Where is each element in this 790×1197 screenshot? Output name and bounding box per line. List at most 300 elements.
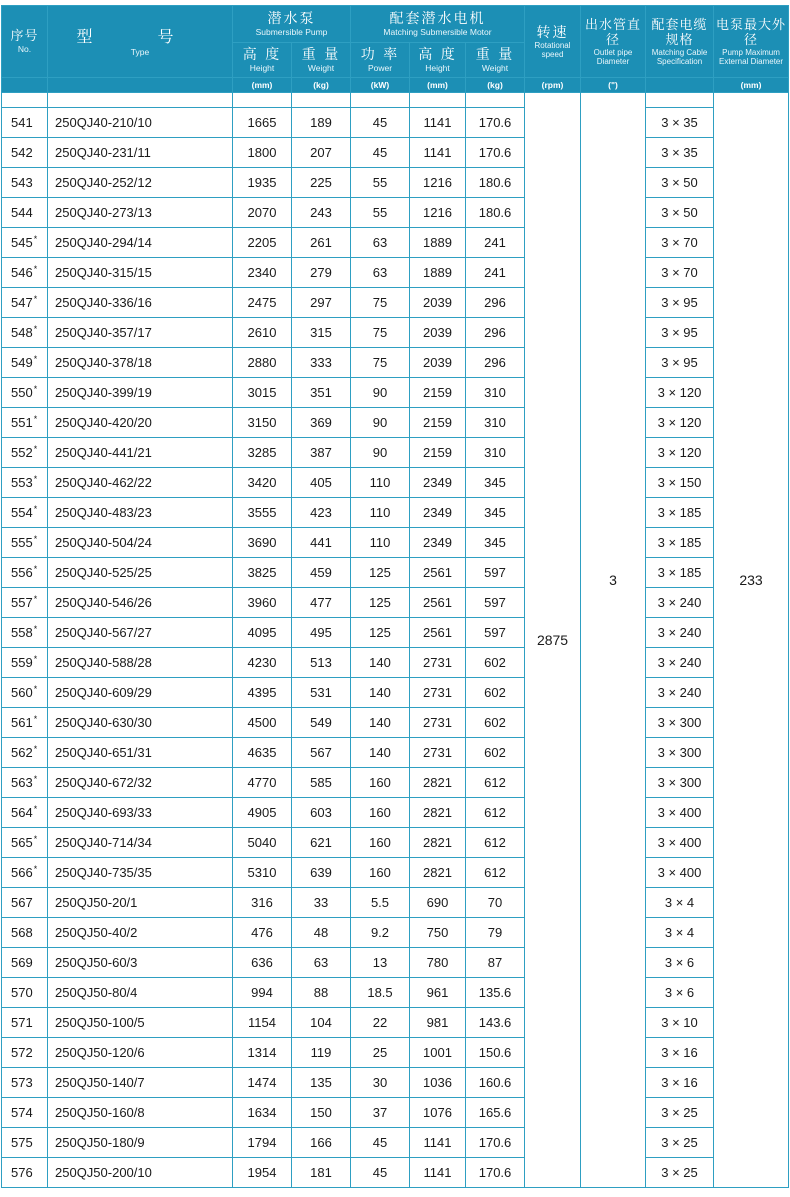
star-mark: *: [33, 743, 38, 754]
cell-pump-height: 4230: [233, 648, 292, 678]
cell-no: 562*: [2, 738, 48, 768]
cell-motor-power: 18.5: [351, 978, 410, 1008]
table-row: [2, 948, 789, 978]
cell-pump-weight: 243: [292, 198, 351, 228]
cell-pump-height: 4500: [233, 708, 292, 738]
star-mark: *: [33, 623, 38, 634]
cell-cable: 3 × 120: [646, 408, 714, 438]
cell-type: 250QJ40-294/14: [48, 228, 233, 258]
table-row: [2, 918, 789, 948]
cell-motor-height: 1141: [410, 138, 466, 168]
cell-motor-height: 1216: [410, 168, 466, 198]
cell-motor-weight: 597: [466, 618, 525, 648]
table-row: [2, 1008, 789, 1038]
cell-pump-weight: 333: [292, 348, 351, 378]
cell-pump-height: 3015: [233, 378, 292, 408]
table-row: [2, 318, 789, 348]
cell-motor-power: 110: [351, 468, 410, 498]
cell-motor-power: 125: [351, 618, 410, 648]
cell-pump-height: 4770: [233, 768, 292, 798]
cell-no: 568: [2, 918, 48, 948]
star-mark: *: [33, 653, 38, 664]
cell-motor-height: 2561: [410, 588, 466, 618]
unit-cable: [646, 78, 714, 93]
pipe-diameter-value: 3: [581, 93, 646, 1188]
table-row: [2, 1068, 789, 1098]
cell-type: 250QJ40-609/29: [48, 678, 233, 708]
cell-type: 250QJ50-180/9: [48, 1128, 233, 1158]
cell-motor-power: 125: [351, 558, 410, 588]
cell-motor-power: 90: [351, 438, 410, 468]
cell-motor-weight: 345: [466, 528, 525, 558]
cell-pump-height: 1634: [233, 1098, 292, 1128]
table-row: [2, 828, 789, 858]
table-row: [2, 978, 789, 1008]
cell-motor-power: 160: [351, 768, 410, 798]
cell-motor-power: 45: [351, 138, 410, 168]
cell-motor-weight: 150.6: [466, 1038, 525, 1068]
cell-motor-height: 1141: [410, 108, 466, 138]
table-row: [2, 168, 789, 198]
cell-no: 571: [2, 1008, 48, 1038]
cell-cable: 3 × 70: [646, 228, 714, 258]
unit-motor-power: (kW): [351, 78, 410, 93]
cell-pump-height: 476: [233, 918, 292, 948]
header-type: 型 号 Type: [48, 6, 233, 78]
cell-motor-power: 9.2: [351, 918, 410, 948]
cell-pump-weight: 48: [292, 918, 351, 948]
cell-type: 250QJ50-120/6: [48, 1038, 233, 1068]
star-mark: *: [33, 593, 38, 604]
unit-type: [48, 78, 233, 93]
units-row: [2, 78, 789, 93]
cell-pump-weight: 531: [292, 678, 351, 708]
unit-motor-height: (mm): [410, 78, 466, 93]
cell-pump-weight: 459: [292, 558, 351, 588]
cell-cable: 3 × 10: [646, 1008, 714, 1038]
cell-motor-height: 750: [410, 918, 466, 948]
header-speed: 转速 Rotational speed: [525, 6, 581, 78]
cell-motor-power: 63: [351, 228, 410, 258]
cell-motor-weight: 612: [466, 828, 525, 858]
cell-pump-height: 4395: [233, 678, 292, 708]
cell-motor-weight: 612: [466, 858, 525, 888]
cell-motor-height: 2731: [410, 678, 466, 708]
cell-no: 569: [2, 948, 48, 978]
table-row: [2, 1128, 789, 1158]
cell-pump-weight: 225: [292, 168, 351, 198]
table-row: [2, 768, 789, 798]
cell-no: 542: [2, 138, 48, 168]
cell-motor-weight: 602: [466, 678, 525, 708]
cell-motor-power: 75: [351, 348, 410, 378]
table-row: [2, 648, 789, 678]
cell-pump-height: 4635: [233, 738, 292, 768]
cell-pump-height: 994: [233, 978, 292, 1008]
cell-cable: 3 × 150: [646, 468, 714, 498]
cell-motor-weight: 79: [466, 918, 525, 948]
cell-motor-weight: 612: [466, 798, 525, 828]
table-row: [2, 798, 789, 828]
table-row: [2, 108, 789, 138]
cell-no: 543: [2, 168, 48, 198]
table-row: [2, 408, 789, 438]
cell-motor-height: 1001: [410, 1038, 466, 1068]
cell-motor-weight: 602: [466, 738, 525, 768]
cell-pump-weight: 351: [292, 378, 351, 408]
star-mark: *: [33, 683, 38, 694]
cell-pump-weight: 181: [292, 1158, 351, 1188]
cell-pump-height: 1314: [233, 1038, 292, 1068]
table-row: [2, 678, 789, 708]
cell-motor-weight: 170.6: [466, 108, 525, 138]
cell-motor-power: 13: [351, 948, 410, 978]
cell-cable: 3 × 240: [646, 588, 714, 618]
cell-pump-weight: 166: [292, 1128, 351, 1158]
cell-type: 250QJ40-336/16: [48, 288, 233, 318]
table-body: [2, 93, 789, 1188]
cell-cable: 3 × 185: [646, 528, 714, 558]
cell-no: 563*: [2, 768, 48, 798]
cell-motor-weight: 87: [466, 948, 525, 978]
cell-pump-height: 3690: [233, 528, 292, 558]
cell-cable: 3 × 300: [646, 768, 714, 798]
cell-type: 250QJ40-315/15: [48, 258, 233, 288]
cell-type: 250QJ40-693/33: [48, 798, 233, 828]
cell-type: 250QJ50-40/2: [48, 918, 233, 948]
cell-cable: 3 × 185: [646, 558, 714, 588]
cell-motor-power: 110: [351, 528, 410, 558]
cell-pump-weight: 297: [292, 288, 351, 318]
cell-pump-weight: 567: [292, 738, 351, 768]
cell-pump-weight: 135: [292, 1068, 351, 1098]
unit-motor-weight: (kg): [466, 78, 525, 93]
cell-motor-weight: 345: [466, 468, 525, 498]
table-row: [2, 348, 789, 378]
cell-pump-height: 1800: [233, 138, 292, 168]
cell-motor-weight: 160.6: [466, 1068, 525, 1098]
cell-no: 541: [2, 108, 48, 138]
table-row: [2, 708, 789, 738]
table-row: [2, 228, 789, 258]
cell-cable: 3 × 95: [646, 288, 714, 318]
cell-cable: 3 × 400: [646, 798, 714, 828]
table-row: [2, 558, 789, 588]
cell-type: 250QJ40-378/18: [48, 348, 233, 378]
cell-pump-weight: 621: [292, 828, 351, 858]
cell-pump-height: 3825: [233, 558, 292, 588]
cell-type: 250QJ40-714/34: [48, 828, 233, 858]
cell-type: 250QJ40-420/20: [48, 408, 233, 438]
table-row: [2, 378, 789, 408]
cell-motor-weight: 310: [466, 408, 525, 438]
cell-motor-weight: 296: [466, 318, 525, 348]
header-pipe: 出水管直径 Outlet pipe Diameter: [581, 6, 646, 78]
star-mark: *: [33, 383, 38, 394]
cell-pump-weight: 63: [292, 948, 351, 978]
header-diameter: 电泵最大外径 Pump Maximum External Diameter: [714, 6, 789, 78]
table-row: [2, 438, 789, 468]
star-mark: *: [33, 263, 38, 274]
cell-pump-height: 2610: [233, 318, 292, 348]
cell-no: 572: [2, 1038, 48, 1068]
cell-cable: 3 × 70: [646, 258, 714, 288]
cell-cable: 3 × 120: [646, 438, 714, 468]
cell-pump-height: 4905: [233, 798, 292, 828]
cell-no: 576: [2, 1158, 48, 1188]
header-motor: 配套潜水电机 Matching Submersible Motor: [351, 6, 525, 43]
unit-no: [2, 78, 48, 93]
cell-cable: 3 × 6: [646, 948, 714, 978]
star-mark: *: [33, 833, 38, 844]
cell-type: 250QJ50-80/4: [48, 978, 233, 1008]
cell-pump-weight: 639: [292, 858, 351, 888]
cell-pump-height: 1665: [233, 108, 292, 138]
cell-motor-weight: 345: [466, 498, 525, 528]
cell-no: 549*: [2, 348, 48, 378]
cell-motor-weight: 180.6: [466, 198, 525, 228]
cell-type: 250QJ40-630/30: [48, 708, 233, 738]
cell-pump-weight: 315: [292, 318, 351, 348]
cell-motor-weight: 241: [466, 228, 525, 258]
cell-motor-height: 1076: [410, 1098, 466, 1128]
cell-pump-weight: 405: [292, 468, 351, 498]
cell-type: 250QJ50-20/1: [48, 888, 233, 918]
cell-cable: 3 × 25: [646, 1128, 714, 1158]
cell-cable: 3 × 25: [646, 1098, 714, 1128]
cell-motor-power: 37: [351, 1098, 410, 1128]
cell-motor-height: 2039: [410, 318, 466, 348]
speed-value: 2875: [525, 93, 581, 1188]
table-row: [2, 468, 789, 498]
cell-motor-power: 160: [351, 828, 410, 858]
cell-motor-height: 2349: [410, 498, 466, 528]
cell-pump-height: 4095: [233, 618, 292, 648]
table-row: [2, 198, 789, 228]
table-row: [2, 1038, 789, 1068]
cell-no: 551*: [2, 408, 48, 438]
cell-type: 250QJ40-441/21: [48, 438, 233, 468]
cell-motor-height: 2561: [410, 618, 466, 648]
cell-motor-height: 2821: [410, 798, 466, 828]
table-row: [2, 588, 789, 618]
cell-cable: 3 × 16: [646, 1068, 714, 1098]
cell-pump-height: 1154: [233, 1008, 292, 1038]
cell-motor-power: 75: [351, 318, 410, 348]
cell-no: 547*: [2, 288, 48, 318]
cell-pump-weight: 441: [292, 528, 351, 558]
star-mark: *: [33, 803, 38, 814]
cell-motor-height: 2821: [410, 768, 466, 798]
cell-motor-height: 2731: [410, 648, 466, 678]
star-mark: *: [33, 473, 38, 484]
cell-motor-weight: 170.6: [466, 138, 525, 168]
cell-motor-power: 45: [351, 108, 410, 138]
cell-pump-weight: 207: [292, 138, 351, 168]
cell-motor-power: 22: [351, 1008, 410, 1038]
star-mark: *: [33, 443, 38, 454]
cell-motor-height: 2159: [410, 408, 466, 438]
cell-type: 250QJ50-160/8: [48, 1098, 233, 1128]
cell-pump-weight: 119: [292, 1038, 351, 1068]
cell-motor-height: 2159: [410, 438, 466, 468]
cell-motor-weight: 143.6: [466, 1008, 525, 1038]
cell-type: 250QJ40-252/12: [48, 168, 233, 198]
cell-type: 250QJ50-140/7: [48, 1068, 233, 1098]
table-row: [2, 528, 789, 558]
star-mark: *: [33, 773, 38, 784]
cell-pump-height: 5310: [233, 858, 292, 888]
cell-pump-weight: 88: [292, 978, 351, 1008]
cell-no: 557*: [2, 588, 48, 618]
cell-cable: 3 × 95: [646, 318, 714, 348]
cell-motor-height: 2821: [410, 858, 466, 888]
pump-spec-table: [1, 5, 789, 1188]
cell-motor-power: 140: [351, 678, 410, 708]
cell-no: 545*: [2, 228, 48, 258]
table-row: [2, 858, 789, 888]
table-row: [2, 618, 789, 648]
max-diameter-value: 233: [714, 93, 789, 1188]
star-mark: *: [33, 413, 38, 424]
star-mark: *: [33, 533, 38, 544]
cell-motor-power: 25: [351, 1038, 410, 1068]
unit-pipe: ("): [581, 78, 646, 93]
cell-motor-height: 2159: [410, 378, 466, 408]
cell-cable: 3 × 400: [646, 858, 714, 888]
table-header: [2, 6, 789, 93]
cell-motor-power: 55: [351, 198, 410, 228]
cell-pump-weight: 369: [292, 408, 351, 438]
star-mark: *: [33, 563, 38, 574]
cell-pump-height: 3150: [233, 408, 292, 438]
table-row: [2, 288, 789, 318]
cell-motor-weight: 296: [466, 348, 525, 378]
star-mark: *: [33, 713, 38, 724]
cell-type: 250QJ50-60/3: [48, 948, 233, 978]
cell-no: 560*: [2, 678, 48, 708]
cell-type: 250QJ40-483/23: [48, 498, 233, 528]
table-row: [2, 1158, 789, 1188]
star-mark: *: [33, 233, 38, 244]
cell-motor-weight: 170.6: [466, 1128, 525, 1158]
cell-pump-height: 1474: [233, 1068, 292, 1098]
cell-type: 250QJ50-100/5: [48, 1008, 233, 1038]
cell-motor-height: 1141: [410, 1158, 466, 1188]
cell-motor-power: 63: [351, 258, 410, 288]
cell-no: 546*: [2, 258, 48, 288]
cell-type: 250QJ40-651/31: [48, 738, 233, 768]
cell-no: 570: [2, 978, 48, 1008]
cell-cable: 3 × 50: [646, 198, 714, 228]
cell-no: 553*: [2, 468, 48, 498]
cell-cable: 3 × 35: [646, 108, 714, 138]
cell-motor-power: 140: [351, 708, 410, 738]
cell-motor-height: 2039: [410, 348, 466, 378]
table-row: [2, 738, 789, 768]
cell-motor-height: 1036: [410, 1068, 466, 1098]
cell-motor-weight: 597: [466, 588, 525, 618]
cell-motor-weight: 180.6: [466, 168, 525, 198]
cell-motor-weight: 170.6: [466, 1158, 525, 1188]
cell-motor-height: 2349: [410, 468, 466, 498]
cell-motor-weight: 135.6: [466, 978, 525, 1008]
cell-motor-weight: 165.6: [466, 1098, 525, 1128]
cell-no: 554*: [2, 498, 48, 528]
star-mark: *: [33, 353, 38, 364]
cell-motor-height: 780: [410, 948, 466, 978]
cell-motor-weight: 310: [466, 378, 525, 408]
cell-pump-height: 2340: [233, 258, 292, 288]
cell-pump-weight: 387: [292, 438, 351, 468]
cell-pump-height: 3960: [233, 588, 292, 618]
cell-pump-weight: 104: [292, 1008, 351, 1038]
cell-no: 548*: [2, 318, 48, 348]
cell-pump-weight: 585: [292, 768, 351, 798]
cell-no: 564*: [2, 798, 48, 828]
cell-cable: 3 × 400: [646, 828, 714, 858]
unit-pump-height: (mm): [233, 78, 292, 93]
cell-cable: 3 × 16: [646, 1038, 714, 1068]
cell-cable: 3 × 50: [646, 168, 714, 198]
cell-no: 559*: [2, 648, 48, 678]
cell-pump-height: 1954: [233, 1158, 292, 1188]
cell-pump-weight: 33: [292, 888, 351, 918]
cell-pump-height: 1935: [233, 168, 292, 198]
cell-type: 250QJ40-399/19: [48, 378, 233, 408]
cell-motor-height: 1889: [410, 228, 466, 258]
cell-no: 575: [2, 1128, 48, 1158]
header-pump-weight: 重 量 Weight: [292, 43, 351, 78]
unit-diameter: (mm): [714, 78, 789, 93]
cell-pump-height: 3420: [233, 468, 292, 498]
cell-pump-weight: 549: [292, 708, 351, 738]
cell-type: 250QJ40-735/35: [48, 858, 233, 888]
cell-no: 573: [2, 1068, 48, 1098]
cell-type: 250QJ40-210/10: [48, 108, 233, 138]
cell-motor-weight: 241: [466, 258, 525, 288]
header-motor-weight: 重 量 Weight: [466, 43, 525, 78]
spacer-row: [2, 93, 789, 108]
cell-cable: 3 × 240: [646, 618, 714, 648]
star-mark: *: [33, 323, 38, 334]
cell-cable: 3 × 300: [646, 708, 714, 738]
star-mark: *: [33, 503, 38, 514]
cell-motor-power: 55: [351, 168, 410, 198]
cell-motor-power: 90: [351, 378, 410, 408]
cell-pump-weight: 513: [292, 648, 351, 678]
cell-type: 250QJ40-546/26: [48, 588, 233, 618]
cell-cable: 3 × 6: [646, 978, 714, 1008]
cell-motor-weight: 310: [466, 438, 525, 468]
cell-cable: 3 × 25: [646, 1158, 714, 1188]
cell-motor-weight: 70: [466, 888, 525, 918]
cell-pump-height: 2205: [233, 228, 292, 258]
cell-type: 250QJ40-504/24: [48, 528, 233, 558]
cell-no: 561*: [2, 708, 48, 738]
cell-motor-power: 160: [351, 858, 410, 888]
unit-speed: (rpm): [525, 78, 581, 93]
cell-cable: 3 × 4: [646, 888, 714, 918]
cell-pump-height: 1794: [233, 1128, 292, 1158]
cell-cable: 3 × 95: [646, 348, 714, 378]
cell-no: 558*: [2, 618, 48, 648]
cell-motor-power: 140: [351, 738, 410, 768]
cell-motor-height: 961: [410, 978, 466, 1008]
table-row: [2, 888, 789, 918]
cell-pump-weight: 279: [292, 258, 351, 288]
cell-no: 550*: [2, 378, 48, 408]
